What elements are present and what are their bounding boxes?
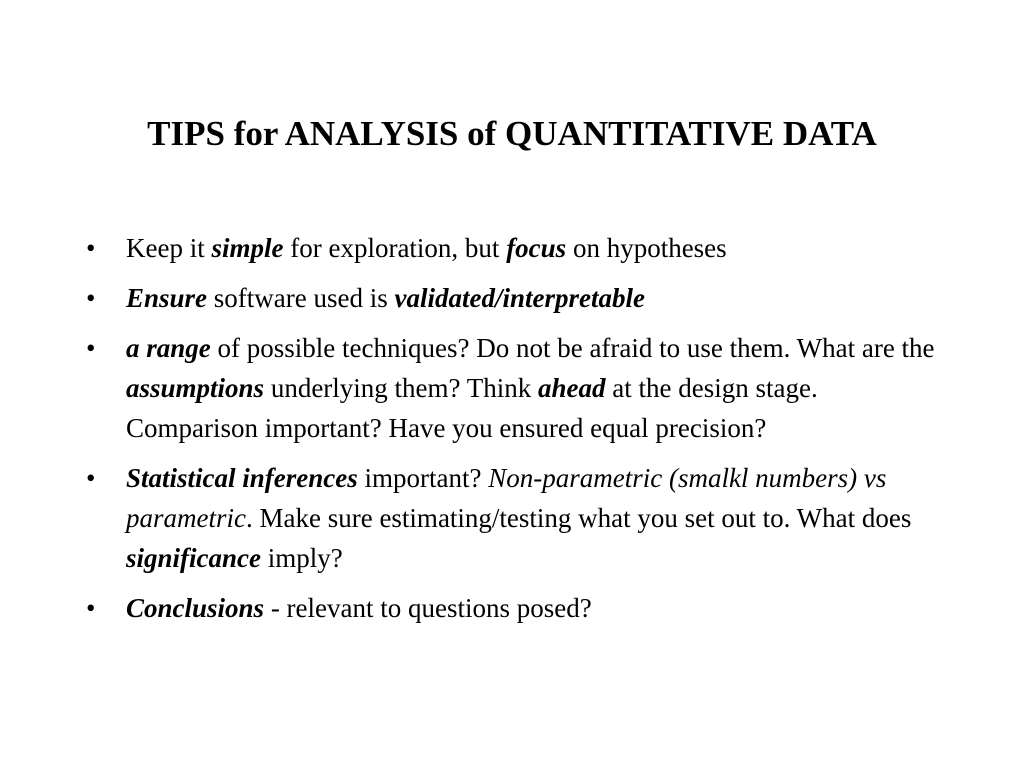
bullet-item [86,278,936,318]
bullet-emphasis: validated/interpretable [394,283,645,313]
bullet-emphasis: a range [126,333,211,363]
bullet-marker: • [86,333,96,363]
bullet-emphasis: simple [211,233,284,263]
bullet-item [86,228,936,268]
bullet-emphasis: assumptions [126,373,265,403]
slide-title: TIPS for ANALYSIS of QUANTITATIVE DATA [147,114,877,153]
bullet-text-segment: Keep it [126,233,212,263]
bullet-text-segment: software used is [207,283,395,313]
bullet-marker: • [86,283,96,313]
bullet-marker: • [86,593,96,623]
bullet-list [86,228,936,638]
bullet-emphasis: Ensure [126,283,208,313]
bullet-text-segment: of possible techniques? Do not be afraid to use them. What are the [210,333,935,363]
bullet-item [86,458,936,578]
bullet-text-segment: for exploration, but [283,233,507,263]
bullet-emphasis: Conclusions [126,593,265,623]
bullet-text-segment: imply? [261,543,343,573]
bullet-text-segment: at the design stage. Comparison important? Have you ensured equal precision? [126,373,818,443]
bullet-text-segment: - relevant to questions posed? [264,593,592,623]
bullet-emphasis: Statistical inferences [126,463,358,493]
bullet-italic: Non-parametric (smalkl numbers) vs parametric [126,463,887,533]
bullet-marker: • [86,233,96,263]
bullet-text-segment: important? [357,463,489,493]
bullet-item [86,588,936,628]
bullet-emphasis: ahead [538,373,606,403]
bullet-item [86,328,936,448]
bullet-emphasis: significance [126,543,261,573]
bullet-emphasis: focus [506,233,567,263]
bullet-text-segment: on hypotheses [566,233,727,263]
bullet-text-segment: . Make sure estimating/testing what you set out to. What does [245,503,912,533]
bullet-marker: • [86,463,96,493]
bullet-text-segment: underlying them? Think [264,373,539,403]
